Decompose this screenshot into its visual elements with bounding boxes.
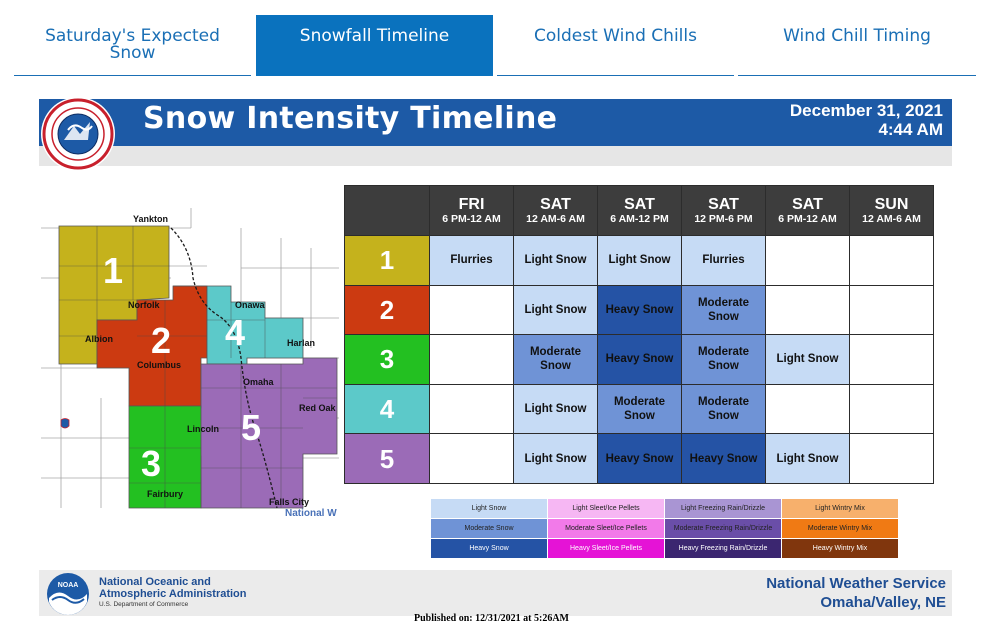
zone-number: 5 (345, 434, 430, 484)
precip-legend (430, 498, 899, 559)
graphic-date: December 31, 2021 (789, 101, 943, 120)
column-header: SAT 12 AM-6 AM (514, 186, 598, 236)
city-label: Red Oak (299, 403, 336, 413)
tab-coldest-wind-chills[interactable] (497, 15, 734, 76)
tab-bar (14, 15, 976, 76)
noaa-logo-icon (46, 572, 90, 616)
header-corner (345, 186, 430, 236)
noaa-name-line: Atmospheric Administration (99, 588, 247, 600)
timeline-cell (430, 434, 514, 484)
tab-label: Snowfall Timeline (299, 26, 450, 46)
zone-map-image (41, 208, 339, 520)
timeline-cell (850, 285, 934, 335)
zone-label: 2 (151, 320, 172, 361)
legend-swatch: Moderate Wintry Mix (782, 519, 899, 539)
timeline-cell (430, 335, 514, 385)
column-header: SAT 6 AM-12 PM (598, 186, 682, 236)
timeline-cell: Heavy Snow (682, 434, 766, 484)
graphic-timestamp (790, 101, 943, 139)
legend-swatch: Light Snow (431, 499, 548, 519)
city-label: Albion (85, 334, 113, 344)
snow-intensity-graphic (39, 96, 952, 616)
noaa-name-line: National Oceanic and (99, 576, 211, 588)
timeline-cell: Moderate Snow (682, 384, 766, 434)
timeline-cell: Light Snow (598, 236, 682, 286)
timeline-cell: Light Snow (514, 434, 598, 484)
zone-number: 1 (345, 236, 430, 286)
legend-row (431, 519, 899, 539)
zone-map (41, 208, 339, 520)
timeline-row (345, 236, 934, 286)
tab-saturdays-expected-snow[interactable] (14, 15, 251, 76)
timeline-header-row (345, 186, 934, 236)
nws-office-location: Omaha/Valley, NE (820, 594, 946, 611)
timeline-cell: Flurries (682, 236, 766, 286)
tab-snowfall-timeline[interactable] (256, 15, 493, 76)
city-label: Yankton (133, 214, 169, 224)
city-label: Lincoln (187, 424, 219, 434)
legend-swatch: Heavy Sleet/Ice Pellets (548, 539, 665, 559)
timeline-cell: Moderate Snow (598, 384, 682, 434)
zone-number: 4 (345, 384, 430, 434)
nws-office (766, 574, 946, 612)
timeline-cell (850, 434, 934, 484)
tab-label: Wind Chill Timing (783, 26, 931, 46)
timeline-cell (430, 285, 514, 335)
timeline-cell (766, 285, 850, 335)
map-watermark: National W (285, 508, 337, 519)
city-label: Omaha (243, 377, 274, 387)
column-header: SAT 6 PM-12 AM (766, 186, 850, 236)
timeline-cell: Light Snow (514, 236, 598, 286)
timeline-cell: Moderate Snow (682, 335, 766, 385)
zone-label: 4 (225, 312, 246, 353)
tab-label: Coldest Wind Chills (534, 26, 697, 46)
timeline-row (345, 384, 934, 434)
graphic-title: Snow Intensity Timeline (143, 101, 558, 136)
banner-stripe (39, 146, 952, 166)
timeline-row (345, 434, 934, 484)
city-label: Fairbury (147, 489, 184, 499)
nws-logo-icon (40, 96, 116, 172)
legend-swatch: Moderate Snow (431, 519, 548, 539)
timeline-cell: Heavy Snow (598, 285, 682, 335)
legend-swatch: Light Sleet/Ice Pellets (548, 499, 665, 519)
timeline-cell (850, 335, 934, 385)
timeline-cell (766, 236, 850, 286)
published-timestamp: Published on: 12/31/2021 at 5:26AM (413, 613, 569, 624)
timeline-row (345, 335, 934, 385)
svg-text:NOAA: NOAA (57, 582, 79, 589)
timeline-cell (766, 384, 850, 434)
zone-number: 2 (345, 285, 430, 335)
zone-number: 3 (345, 335, 430, 385)
city-label: Columbus (137, 360, 181, 370)
timeline-cell: Heavy Snow (598, 434, 682, 484)
legend-swatch: Moderate Sleet/Ice Pellets (548, 519, 665, 539)
timeline-cell: Moderate Snow (682, 285, 766, 335)
timeline-cell: Moderate Snow (514, 335, 598, 385)
graphic-time: 4:44 AM (878, 120, 943, 139)
legend-swatch: Heavy Snow (431, 539, 548, 559)
legend-row (431, 539, 899, 559)
timeline-cell (850, 384, 934, 434)
legend-swatch: Light Wintry Mix (782, 499, 899, 519)
city-label: Harlan (287, 338, 316, 348)
legend-swatch: Heavy Freezing Rain/Drizzle (665, 539, 782, 559)
timeline-cell: Flurries (430, 236, 514, 286)
column-header: SUN 12 AM-6 AM (850, 186, 934, 236)
timeline-cell: Light Snow (514, 384, 598, 434)
timeline-cell (430, 384, 514, 434)
city-label: Falls City (269, 497, 310, 507)
timeline-cell (850, 236, 934, 286)
tab-label: Saturday's Expected Snow (45, 26, 220, 63)
legend-row (431, 499, 899, 519)
legend-swatch: Light Freezing Rain/Drizzle (665, 499, 782, 519)
city-label: Norfolk (128, 300, 160, 310)
noaa-department: U.S. Department of Commerce (99, 601, 189, 608)
noaa-name (99, 576, 247, 600)
zone-label: 3 (141, 443, 162, 484)
timeline-cell: Light Snow (766, 434, 850, 484)
legend-swatch: Heavy Wintry Mix (782, 539, 899, 559)
timeline-row (345, 285, 934, 335)
snow-timeline-table (344, 185, 934, 484)
column-header: SAT 12 PM-6 PM (682, 186, 766, 236)
zone-label: 5 (241, 407, 262, 448)
city-label: Onawa (235, 300, 265, 310)
tab-wind-chill-timing[interactable] (738, 15, 976, 76)
legend-swatch: Moderate Freezing Rain/Drizzle (665, 519, 782, 539)
column-header: FRI 6 PM-12 AM (430, 186, 514, 236)
timeline-cell: Heavy Snow (598, 335, 682, 385)
timeline-cell: Light Snow (514, 285, 598, 335)
timeline-cell: Light Snow (766, 335, 850, 385)
zone-label: 1 (103, 250, 124, 291)
nws-office-name: National Weather Service (766, 575, 946, 592)
